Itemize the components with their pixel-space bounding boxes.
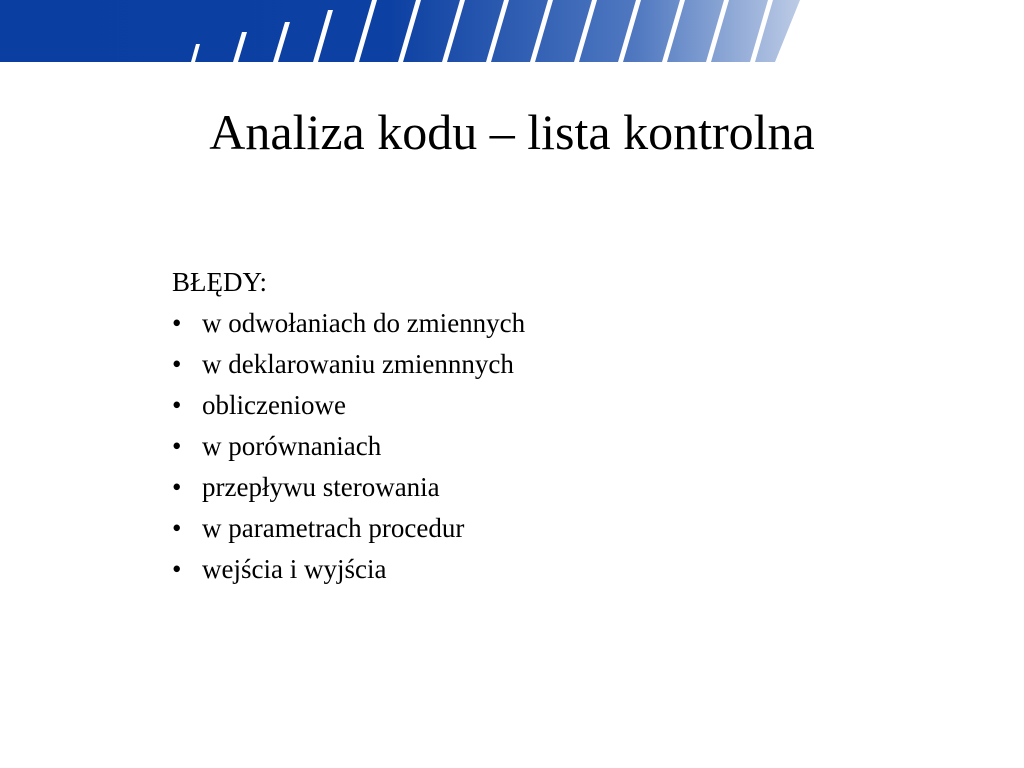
banner-fade: [775, 0, 1024, 62]
list-item: [172, 467, 872, 508]
bullet-icon: •: [172, 308, 182, 338]
list-item-text: w deklarowaniu zmiennnych: [202, 349, 514, 379]
bullet-icon: •: [172, 390, 182, 420]
list-item: [172, 303, 872, 344]
list-item-text: w parametrach procedur: [202, 513, 465, 543]
list-item-text: wejścia i wyjścia: [202, 554, 387, 584]
list-item: [172, 344, 872, 385]
errors-list: [172, 303, 872, 590]
list-item-text: przepływu sterowania: [202, 472, 440, 502]
header-banner: [0, 0, 1024, 62]
bullet-icon: •: [172, 431, 182, 461]
bullet-icon: •: [172, 554, 182, 584]
list-item: [172, 549, 872, 590]
list-item-text: obliczeniowe: [202, 390, 346, 420]
list-item-text: w porównaniach: [202, 431, 382, 461]
bullet-icon: •: [172, 513, 182, 543]
list-item: [172, 508, 872, 549]
list-item: [172, 426, 872, 467]
list-item-text: w odwołaniach do zmiennych: [202, 308, 526, 338]
slide-content: [172, 262, 872, 590]
bullet-icon: •: [172, 472, 182, 502]
slide-title: Analiza kodu – lista kontrolna: [209, 104, 815, 160]
list-item: [172, 385, 872, 426]
banner-graphic: [0, 0, 1024, 62]
errors-heading: BŁĘDY:: [172, 267, 268, 297]
bullet-icon: •: [172, 349, 182, 379]
